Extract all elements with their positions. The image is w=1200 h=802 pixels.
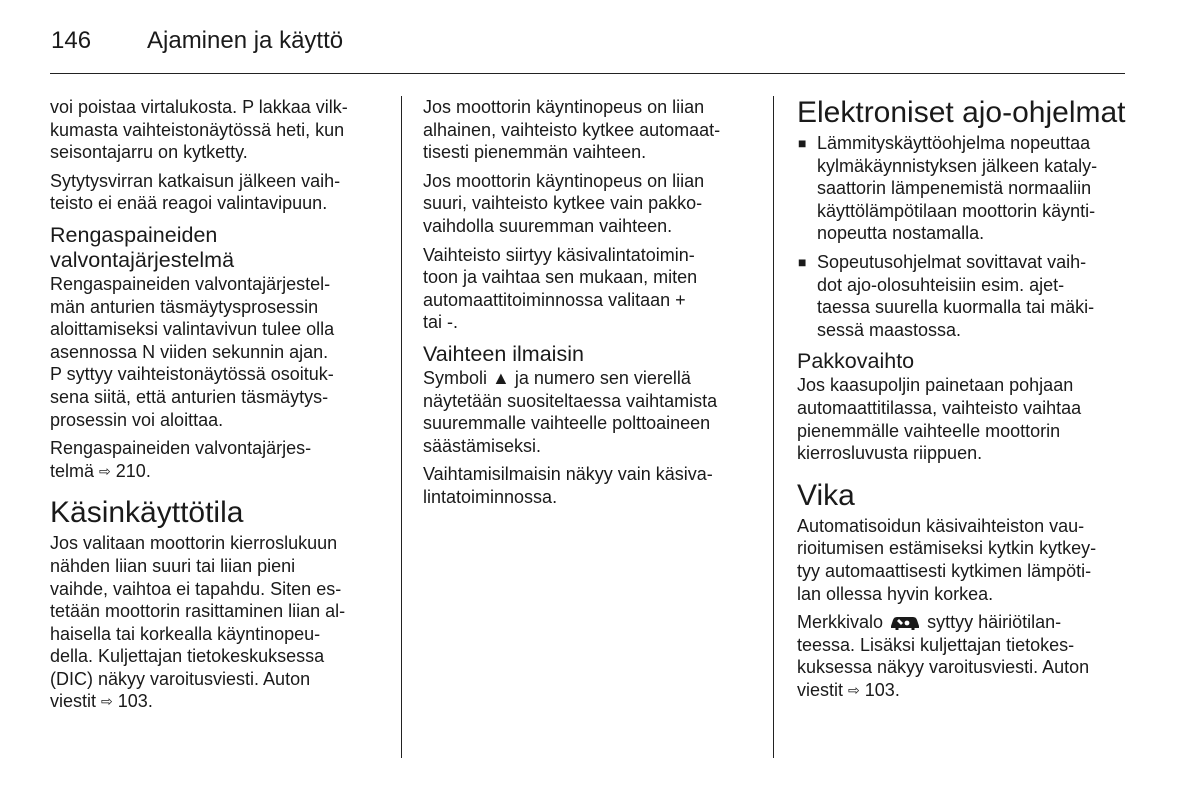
text-line: taessa suurella kuormalla tai mäki- — [817, 297, 1095, 318]
text-fragment: Merkkivalo — [797, 612, 884, 633]
text-line: Vaihtamisilmaisin näkyy vain käsiva- — [423, 464, 713, 485]
section-heading: Pakkovaihto — [797, 349, 915, 374]
bullet-item — [797, 132, 1137, 245]
paragraph — [423, 367, 763, 457]
text-line: lan ollessa hyvin korkea. — [797, 583, 994, 604]
text-line: nopeutta nostamalla. — [817, 223, 985, 244]
text-line: haisella tai korkealla käyntinopeu- — [50, 623, 321, 644]
text-line: alhainen, vaihteisto kytkee automaat- — [423, 119, 721, 140]
car-with-wrench-icon — [888, 614, 922, 630]
text-fragment: viestit — [50, 691, 97, 712]
bullet-square-icon: ■ — [798, 135, 807, 151]
paragraph — [423, 244, 763, 334]
column-2 — [423, 96, 763, 515]
paragraph — [797, 374, 1137, 464]
text-line: Jos moottorin käyntinopeus on liian — [423, 170, 705, 191]
text-line: Automatisoidun käsivaihteiston vau- — [797, 515, 1085, 536]
text-line: lintatoiminnossa. — [423, 486, 558, 507]
text-line: säästämiseksi. — [423, 435, 542, 456]
text-line: sena siitä, että anturien täsmäytys- — [50, 386, 329, 407]
section-heading: Vika — [797, 478, 855, 512]
page-reference-icon: ⇨ — [848, 681, 860, 698]
text-line: sessä maastossa. — [817, 319, 962, 340]
section-heading: Vaihteen ilmaisin — [423, 341, 584, 366]
text-line: Lämmityskäyttöohjelma nopeuttaa — [817, 133, 1091, 153]
text-line: Jos valitaan moottorin kierroslukuun — [50, 533, 338, 554]
text-line — [797, 679, 1137, 702]
section-heading: Käsinkäyttötila — [50, 496, 244, 530]
text-line: saattorin lämpenemistä normaaliin — [817, 178, 1092, 199]
text-line: Vaihteisto siirtyy käsivalintatoimin- — [423, 244, 695, 265]
paragraph — [50, 532, 390, 713]
text-line: tyy automaattisesti kytkimen lämpöti- — [797, 560, 1092, 581]
text-line: käyttölämpötilaan moottorin käynti- — [817, 200, 1096, 221]
text-line: kylmäkäynnistyksen jälkeen kataly- — [817, 155, 1098, 176]
paragraph — [50, 170, 390, 215]
paragraph — [423, 96, 763, 164]
text-line: rioitumisen estämiseksi kytkin kytkey- — [797, 538, 1097, 559]
page-reference[interactable]: 103. — [864, 679, 900, 700]
column-divider — [401, 96, 402, 758]
column-3 — [797, 96, 1137, 707]
text-line: tisesti pienemmän vaihteen. — [423, 142, 647, 163]
text-line: tai -. — [423, 312, 459, 333]
text-line — [797, 611, 1137, 634]
section-heading: Elektroniset ajo-ohjelmat — [797, 96, 1126, 129]
text-line: dot ajo-olosuhteisiin esim. ajet- — [817, 274, 1065, 295]
page-reference-icon: ⇨ — [101, 693, 113, 710]
text-line: Sopeutusohjelmat sovittavat vaih- — [817, 251, 1087, 272]
text-line: suuremmalle vaihteelle polttoaineen — [423, 413, 711, 434]
text-line: pienemmälle vaihteelle moottorin — [797, 420, 1061, 441]
paragraph — [797, 611, 1137, 701]
paragraph — [50, 437, 390, 482]
text-line: vaihde, vaihtoa ei tapahdu. Siten es- — [50, 578, 342, 599]
text-line: toon ja vaihtaa sen mukaan, miten — [423, 267, 698, 288]
page-header — [50, 26, 1125, 74]
text-line: Rengaspaineiden valvontajärjestel- — [50, 273, 331, 294]
text-line: prosessin voi aloittaa. — [50, 409, 224, 430]
paragraph — [50, 273, 390, 431]
text-line — [50, 460, 390, 483]
column-1 — [50, 96, 390, 719]
text-fragment: syttyy häiriötilan- — [927, 612, 1062, 633]
text-line: asennossa N viiden sekunnin ajan. — [50, 341, 329, 362]
text-line: seisontajarru on kytketty. — [50, 142, 248, 163]
text-line: Jos kaasupoljin painetaan pohjaan — [797, 375, 1074, 396]
text-line: kumasta vaihteistonäytössä heti, kun — [50, 119, 345, 140]
text-line: P syttyy vaihteistonäytössä osoituk- — [50, 364, 334, 385]
text-line: voi poistaa virtalukosta. P lakkaa vilk- — [50, 97, 348, 117]
heading-line: Rengaspaineiden — [50, 222, 218, 247]
text-fragment: viestit — [797, 679, 844, 700]
page-number: 146 — [51, 27, 92, 54]
heading-line: valvontajärjestelmä — [50, 247, 235, 272]
text-line: Symboli ▲ ja numero sen vierellä — [423, 367, 691, 388]
page-title: Ajaminen ja käyttö — [147, 27, 344, 54]
text-line: Jos moottorin käyntinopeus on liian — [423, 97, 705, 117]
paragraph — [423, 463, 763, 508]
text-line: Rengaspaineiden valvontajärjes- — [50, 438, 312, 459]
text-line — [50, 690, 390, 713]
bullet-item — [797, 251, 1137, 341]
text-line: vaihdolla suuremman vaihteen. — [423, 215, 673, 236]
bullet-square-icon: ■ — [798, 253, 807, 270]
text-line: (DIC) näkyy varoitusviesti. Auton — [50, 668, 311, 689]
text-line: teisto ei enää reagoi valintavipuun. — [50, 193, 328, 214]
text-line: teessa. Lisäksi kuljettajan tietokes- — [797, 634, 1075, 655]
text-line: tetään moottorin rasittaminen liian al- — [50, 601, 346, 622]
text-line: nähden liian suuri tai liian pieni — [50, 555, 296, 576]
section-heading — [50, 223, 390, 273]
column-divider — [773, 96, 774, 758]
text-line: kierrosluvusta riippuen. — [797, 443, 983, 464]
text-line: della. Kuljettajan tietokeskuksessa — [50, 646, 325, 667]
text-line: automaattitilassa, vaihteisto vaihtaa — [797, 397, 1082, 418]
page-reference[interactable]: 210. — [115, 460, 151, 481]
paragraph — [423, 170, 763, 238]
paragraph — [50, 96, 390, 164]
text-line: automaattitoiminnossa valitaan + — [423, 289, 686, 310]
text-line: suuri, vaihteisto kytkee vain pakko- — [423, 193, 703, 214]
page-reference[interactable]: 103. — [117, 691, 153, 712]
text-fragment: telmä — [50, 460, 95, 481]
text-line: näytetään suositeltaessa vaihtamista — [423, 390, 718, 411]
text-line: aloittamiseksi valintavivun tulee olla — [50, 319, 335, 340]
paragraph — [797, 515, 1137, 605]
text-line: män anturien täsmäytysprosessin — [50, 296, 319, 317]
page-reference-icon: ⇨ — [99, 462, 111, 479]
text-line: kuksessa näkyy varoitusviesti. Auton — [797, 657, 1090, 678]
text-line: Sytytysvirran katkaisun jälkeen vaih- — [50, 170, 341, 191]
